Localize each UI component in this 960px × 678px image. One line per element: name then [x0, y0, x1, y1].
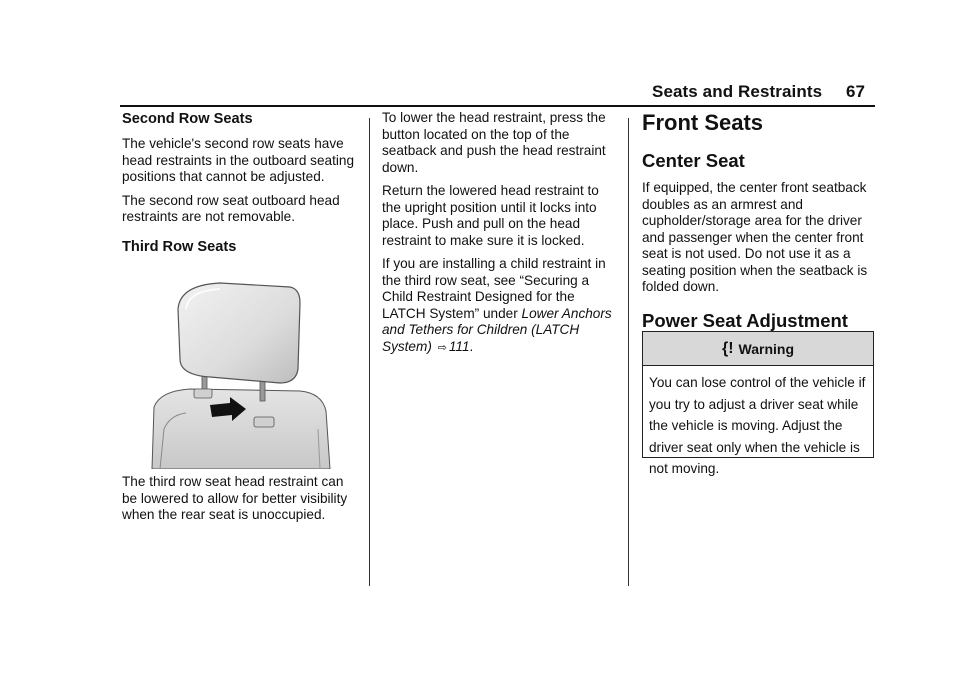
- paragraph-second-row-1: The vehicle's second row seats have head restraints in the outboard seating positions that cannot be adjusted.: [122, 136, 355, 184]
- warning-text: You can lose control of the vehicle if you try to adjust a driver seat while the vehicle is moving. Adjust the driver seat only when the vehicle is not moving.: [649, 375, 866, 476]
- section-title: Seats and Restraints: [652, 82, 823, 101]
- column-3: [642, 110, 876, 340]
- heading-power-seat-adjustment: Power Seat Adjustment: [642, 309, 848, 331]
- heading-front-seats: Front Seats: [642, 110, 764, 135]
- column-1: [122, 110, 360, 264]
- head-restraint-illustration: [150, 279, 332, 469]
- column-2: [382, 110, 620, 363]
- head-restraint-figure: [150, 279, 332, 469]
- column-divider-2: [628, 118, 629, 586]
- column-divider-1: [369, 118, 370, 586]
- latch-page-reference[interactable]: 111: [448, 338, 470, 354]
- paragraph-lower-restraint: To lower the head restraint, press the button located on the top of the seatback and push the head restraint down.: [382, 110, 606, 175]
- header-rule: [120, 105, 875, 107]
- paragraph-center-seat: If equipped, the center front seatback doubles as an armrest and cupholder/storage area for the driver and passenger when the center front seat is not used. Do not use it as a seating position when the seatback is folded down.: [642, 180, 868, 294]
- warning-box: [642, 331, 874, 476]
- paragraph-end-period: .: [469, 338, 474, 354]
- heading-second-row-seats: Second Row Seats: [122, 111, 253, 127]
- warning-icon: {!: [721, 339, 734, 357]
- page-reference-icon: ⇨: [437, 341, 447, 354]
- latch-reference-link[interactable]: Lower Anchors and Tethers for Children (LATCH System): [382, 305, 612, 354]
- page-number: 67: [846, 82, 865, 101]
- paragraph-third-row: The third row seat head restraint can be lowered to allow for better visibility when the rear seat is unoccupied.: [122, 474, 348, 522]
- paragraph-return-restraint: Return the lowered head restraint to the upright position until it locks into place. Push and pull on the head restraint to make sure it is locked.: [382, 183, 599, 248]
- paragraph-child-restraint: [382, 256, 620, 356]
- heading-third-row-seats: Third Row Seats: [122, 238, 237, 255]
- heading-center-seat: Center Seat: [642, 150, 745, 171]
- column-1-bottom: [122, 474, 360, 531]
- child-restraint-text: If you are installing a child restraint in the third row seat, see “Securing a Child Restraint Designed for the LATCH System” under: [382, 256, 606, 321]
- warning-header: [643, 332, 873, 366]
- paragraph-second-row-2: The second row seat outboard head restraints are not removable.: [122, 192, 340, 224]
- running-header: [0, 0, 960, 110]
- warning-title: Warning: [738, 340, 795, 357]
